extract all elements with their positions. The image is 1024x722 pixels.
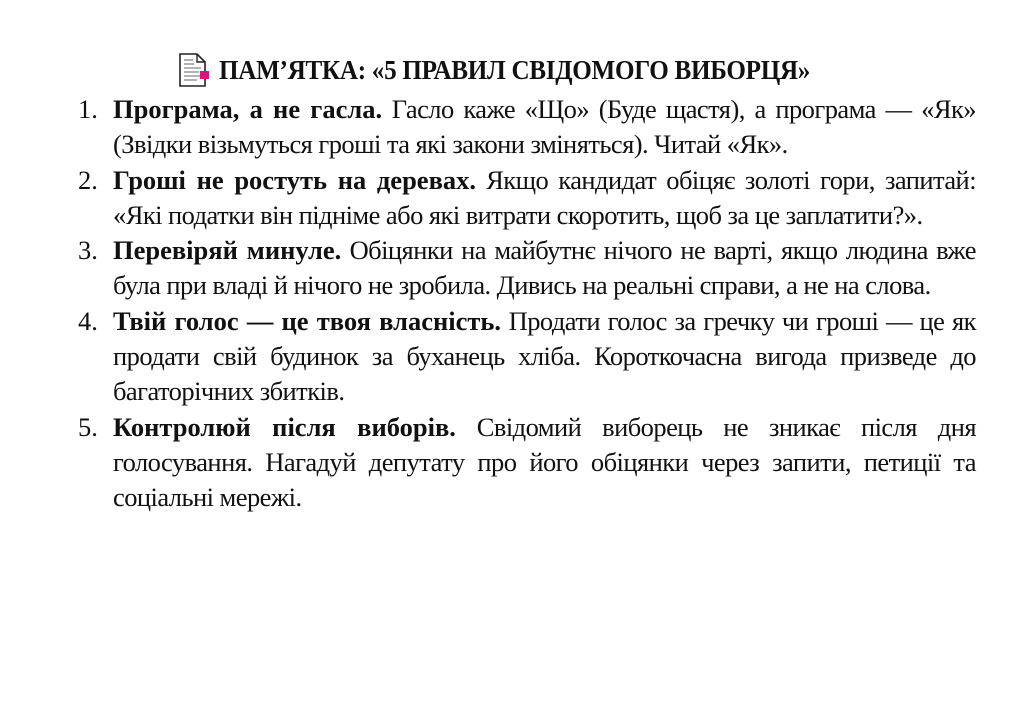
- rule-text: Свідомий виборець не зникає після дня голосування. Нагадуй депутату про його обіцянки через запити, петиції та соціальні мережі.: [113, 411, 976, 513]
- rule-number: 4.: [78, 305, 98, 336]
- document-icon: [177, 52, 211, 88]
- rule-heading: Програма, а не гасла.: [113, 94, 383, 124]
- rule-text: Гасло каже «Що» (Буде щастя), а програма — «Як» (Звідки візьмуться гроші та які закони зміняться). Читай «Як».: [113, 94, 976, 160]
- rule-text: Продати голос за гречку чи гроші — це як продати свій будинок за буханець хліба. Короткочасна вигода призведе до багаторічних збитків.: [113, 305, 976, 407]
- title-row: [0, 52, 1024, 93]
- rule-item: [78, 233, 976, 304]
- rule-text: Якщо кандидат обіцяє золоті гори, запитай: «Які податки він підніме або які витрати скоротить, щоб за це заплатити?».: [113, 164, 977, 230]
- rule-number: 3.: [78, 235, 98, 266]
- rule-item: [78, 92, 976, 163]
- rule-number: 1.: [78, 94, 98, 124]
- rule-number: 2.: [78, 164, 98, 195]
- rule-number: 5.: [78, 411, 98, 442]
- rules-list: [78, 92, 976, 516]
- rule-item: [78, 163, 976, 234]
- rule-heading: Гроші не ростуть на деревах.: [113, 164, 477, 195]
- rule-text: Обіцянки на майбутнє нічого не варті, якщо людина вже була при владі й нічого не зробила. Дивись на реальні справи, а не на слова.: [113, 235, 976, 301]
- rule-item: [78, 304, 976, 410]
- page-title: ПАМ’ЯТКА: «5 ПРАВИЛ СВІДОМОГО ВИБОРЦЯ»: [219, 54, 811, 85]
- rule-heading: Контролюй після виборів.: [113, 411, 456, 442]
- title-container: [177, 52, 855, 88]
- rule-heading: Перевіряй минуле.: [113, 235, 342, 266]
- rule-heading: Твій голос — це твоя власність.: [113, 305, 502, 336]
- rule-item: [78, 410, 976, 516]
